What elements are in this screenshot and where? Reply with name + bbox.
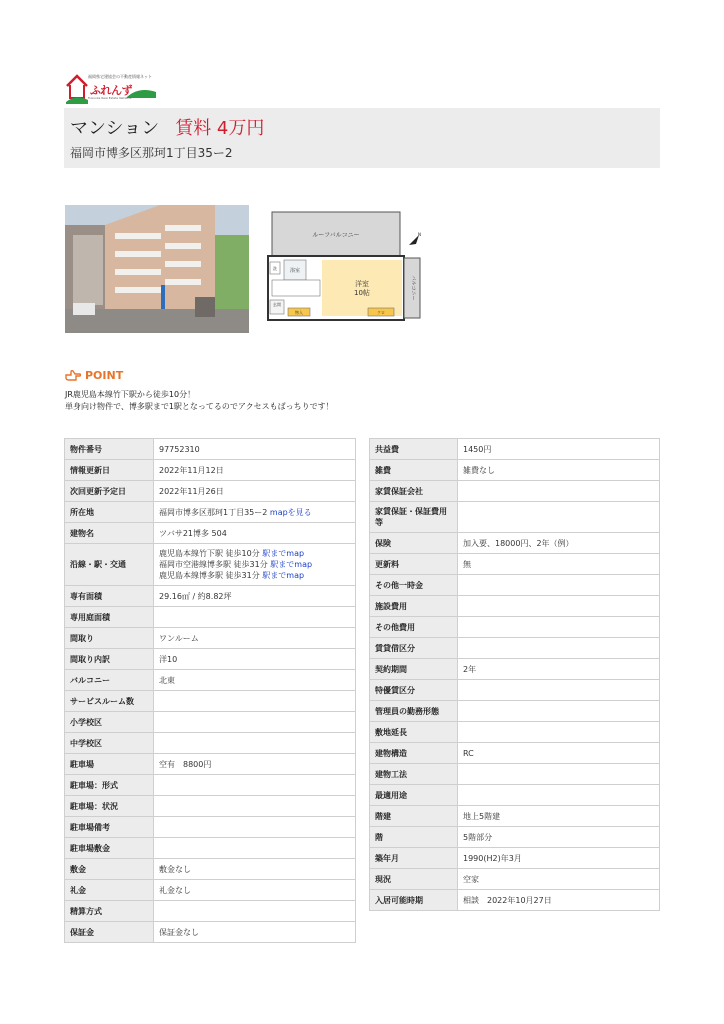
field-value xyxy=(458,554,660,575)
north-arrow-icon xyxy=(409,232,421,245)
field-value xyxy=(458,848,660,869)
logo-name: ふれんず xyxy=(90,84,132,97)
table-row xyxy=(65,502,356,523)
floorplan-wash-label: 洗 xyxy=(273,266,277,271)
point-line-1: JR鹿児島本線竹下駅から徒歩10分！ xyxy=(65,390,196,399)
logo-tagline: 福岡県宅建協会の不動産情報ネット xyxy=(88,74,152,79)
point-title: POINT xyxy=(85,369,124,382)
field-value xyxy=(154,901,356,922)
field-label: 沿線・駅・交通 xyxy=(65,544,154,586)
map-link[interactable]: mapを見る xyxy=(269,507,312,517)
field-value xyxy=(154,922,356,943)
table-row xyxy=(370,575,660,596)
table-row xyxy=(65,754,356,775)
field-label: 施設費用 xyxy=(370,596,458,617)
field-value-text: 29.16㎡ / 約8.82坪 xyxy=(159,591,232,601)
field-value-text: 福岡市博多区那珂1丁目35ー2 xyxy=(159,507,268,517)
field-value xyxy=(154,775,356,796)
table-row xyxy=(65,922,356,943)
field-value-text: 加入要、18000円、2年（例） xyxy=(463,538,574,548)
field-value-text: 空家 xyxy=(463,874,479,884)
field-value xyxy=(154,796,356,817)
floorplan-storage-label: 物入 xyxy=(295,310,303,315)
field-value xyxy=(154,754,356,775)
field-label: 駐車場敷金 xyxy=(65,838,154,859)
field-label: 間取り xyxy=(65,628,154,649)
field-value xyxy=(458,827,660,848)
station-map-link[interactable]: 駅までmap xyxy=(270,560,313,569)
table-row xyxy=(370,460,660,481)
field-label: その他一時金 xyxy=(370,575,458,596)
field-label: 共益費 xyxy=(370,439,458,460)
access-text: 鹿児島本線竹下駅 徒歩10分 xyxy=(159,549,260,558)
field-value xyxy=(458,617,660,638)
field-value xyxy=(154,649,356,670)
field-label: 次回更新予定日 xyxy=(65,481,154,502)
field-label: 小学校区 xyxy=(65,712,154,733)
field-value xyxy=(458,785,660,806)
field-value-text: 空有 8800円 xyxy=(159,759,212,769)
field-value xyxy=(458,764,660,785)
field-label: 管理員の勤務形態 xyxy=(370,701,458,722)
field-value-text: 無 xyxy=(463,559,471,569)
field-value xyxy=(154,670,356,691)
field-value xyxy=(154,586,356,607)
table-row xyxy=(370,806,660,827)
field-value-text: 2022年11月26日 xyxy=(159,486,224,496)
access-line xyxy=(159,559,350,570)
table-row xyxy=(65,817,356,838)
field-value-text: 雑費なし xyxy=(463,465,495,475)
field-value-text: RC xyxy=(463,748,474,758)
table-row xyxy=(370,785,660,806)
field-label: 情報更新日 xyxy=(65,460,154,481)
field-label: 階建 xyxy=(370,806,458,827)
table-row xyxy=(370,659,660,680)
table-row xyxy=(370,554,660,575)
field-label: 中学校区 xyxy=(65,733,154,754)
field-label: 更新料 xyxy=(370,554,458,575)
field-label: 礼金 xyxy=(65,880,154,901)
floorplan-roof-balcony-label: ルーフバルコニー xyxy=(312,232,360,239)
field-label: 最適用途 xyxy=(370,785,458,806)
field-value-text: 保証金なし xyxy=(159,927,199,937)
point-description xyxy=(65,389,334,413)
field-label: 駐車場備考 xyxy=(65,817,154,838)
field-value-text: 敷金なし xyxy=(159,864,191,874)
field-label: 敷地延長 xyxy=(370,722,458,743)
field-value-text: 相談 2022年10月27日 xyxy=(463,895,552,905)
field-value-text: 5階部分 xyxy=(463,832,493,842)
field-value xyxy=(458,481,660,502)
access-line xyxy=(159,570,350,581)
field-value xyxy=(154,460,356,481)
field-value xyxy=(154,691,356,712)
field-value-text: 北東 xyxy=(159,675,175,685)
field-label: 駐車場：状況 xyxy=(65,796,154,817)
field-label: 特優賃区分 xyxy=(370,680,458,701)
floorplan-closet-label: クロ xyxy=(377,310,385,315)
table-row xyxy=(370,596,660,617)
table-row xyxy=(65,481,356,502)
access-text: 福岡市空港線博多駅 徒歩31分 xyxy=(159,560,268,569)
table-row xyxy=(65,838,356,859)
field-label: 建物名 xyxy=(65,523,154,544)
floor-plan xyxy=(264,208,424,326)
field-label: 敷金 xyxy=(65,859,154,880)
table-row xyxy=(65,586,356,607)
field-value xyxy=(458,722,660,743)
field-value-text: 2022年11月12日 xyxy=(159,465,224,475)
table-row xyxy=(370,502,660,533)
point-heading xyxy=(65,369,123,382)
field-value-text: 97752310 xyxy=(159,444,200,454)
field-value xyxy=(154,628,356,649)
field-value xyxy=(154,733,356,754)
field-label: 家賃保証・保証費用等 xyxy=(370,502,458,533)
table-row xyxy=(65,523,356,544)
field-label: 駐車場 xyxy=(65,754,154,775)
table-row xyxy=(370,890,660,911)
table-row xyxy=(65,649,356,670)
field-label: 建物工法 xyxy=(370,764,458,785)
table-row xyxy=(65,460,356,481)
table-row xyxy=(65,880,356,901)
pointing-hand-icon xyxy=(65,370,81,381)
table-row xyxy=(370,617,660,638)
field-value xyxy=(458,638,660,659)
table-row xyxy=(370,439,660,460)
field-value-text: 礼金なし xyxy=(159,885,191,895)
field-label: 家賃保証会社 xyxy=(370,481,458,502)
field-value xyxy=(458,743,660,764)
field-label: バルコニー xyxy=(65,670,154,691)
property-type: マンション xyxy=(70,118,160,139)
field-value xyxy=(458,701,660,722)
field-value xyxy=(154,607,356,628)
table-row xyxy=(65,670,356,691)
table-row xyxy=(370,680,660,701)
table-row xyxy=(65,775,356,796)
table-row xyxy=(370,481,660,502)
property-address: 福岡市博多区那珂1丁目35ー2 xyxy=(70,146,233,160)
field-value xyxy=(154,859,356,880)
field-value-text: ワンルーム xyxy=(159,633,199,643)
table-row xyxy=(370,722,660,743)
property-details-table-left xyxy=(64,438,356,943)
access-text: 鹿児島本線博多駅 徒歩31分 xyxy=(159,571,260,580)
building-photo xyxy=(65,205,249,333)
property-header xyxy=(64,108,660,168)
field-value xyxy=(458,869,660,890)
field-value xyxy=(458,680,660,701)
field-label: 入居可能時期 xyxy=(370,890,458,911)
field-value xyxy=(458,659,660,680)
field-value xyxy=(154,880,356,901)
floorplan-bath-label: 浴室 xyxy=(289,268,301,274)
station-map-link[interactable]: 駅までmap xyxy=(262,549,305,558)
table-row xyxy=(370,638,660,659)
table-row xyxy=(370,533,660,554)
field-value-text: 洋10 xyxy=(159,654,178,664)
field-label: 現況 xyxy=(370,869,458,890)
field-value-text: 2年 xyxy=(463,664,477,674)
field-value xyxy=(154,712,356,733)
field-label: 建物構造 xyxy=(370,743,458,764)
field-label: 賃貸借区分 xyxy=(370,638,458,659)
field-value xyxy=(154,817,356,838)
field-label: 専有面積 xyxy=(65,586,154,607)
property-details-table-right xyxy=(369,438,660,911)
field-value xyxy=(154,481,356,502)
access-line xyxy=(159,548,350,559)
field-label: 物件番号 xyxy=(65,439,154,460)
table-row xyxy=(65,712,356,733)
site-logo xyxy=(66,72,156,104)
table-row xyxy=(65,901,356,922)
field-value xyxy=(458,806,660,827)
field-value xyxy=(458,439,660,460)
table-row xyxy=(65,544,356,586)
table-row xyxy=(370,827,660,848)
table-row xyxy=(370,764,660,785)
house-logo-icon xyxy=(66,72,88,104)
field-value-text: ツバサ21博多 504 xyxy=(159,528,227,538)
station-map-link[interactable]: 駅までmap xyxy=(262,571,305,580)
table-row xyxy=(370,701,660,722)
table-row xyxy=(370,743,660,764)
field-label: 契約期間 xyxy=(370,659,458,680)
table-row xyxy=(370,869,660,890)
field-value xyxy=(458,533,660,554)
field-label: その他費用 xyxy=(370,617,458,638)
floorplan-room-label: 洋室 xyxy=(355,280,369,288)
floorplan-north-label: N xyxy=(418,232,421,237)
field-value xyxy=(458,575,660,596)
floorplan-room-size: 10帖 xyxy=(354,289,370,297)
field-value xyxy=(458,460,660,481)
floorplan-balcony-label: バルコニー xyxy=(410,275,416,301)
field-value-text: 1450円 xyxy=(463,444,492,454)
field-label: 保険 xyxy=(370,533,458,554)
field-label: 雑費 xyxy=(370,460,458,481)
field-value xyxy=(154,502,356,523)
table-row xyxy=(65,859,356,880)
field-value-text: 地上5階建 xyxy=(463,811,501,821)
table-row xyxy=(65,796,356,817)
field-value xyxy=(154,523,356,544)
field-label: 保証金 xyxy=(65,922,154,943)
field-value xyxy=(458,596,660,617)
field-value xyxy=(458,890,660,911)
floorplan-entrance-label: 玄関 xyxy=(273,302,281,307)
field-label: 間取り内訳 xyxy=(65,649,154,670)
field-label: 精算方式 xyxy=(65,901,154,922)
page-title xyxy=(70,114,264,140)
table-row xyxy=(370,848,660,869)
point-line-2: 単身向け物件で、博多駅まで1駅となってるのでアクセスもばっちりです！ xyxy=(65,402,334,411)
field-label: 駐車場：形式 xyxy=(65,775,154,796)
field-label: 専用庭面積 xyxy=(65,607,154,628)
field-value xyxy=(458,502,660,533)
field-label: サービスルーム数 xyxy=(65,691,154,712)
table-row xyxy=(65,691,356,712)
field-label: 所在地 xyxy=(65,502,154,523)
field-label: 階 xyxy=(370,827,458,848)
field-value xyxy=(154,838,356,859)
field-label: 築年月 xyxy=(370,848,458,869)
table-row xyxy=(65,439,356,460)
rent-price: 賃料 4万円 xyxy=(175,118,265,139)
table-row xyxy=(65,628,356,649)
logo-subtitle: Fukuoka Real Estate Network xyxy=(88,96,132,100)
table-row xyxy=(65,733,356,754)
table-row xyxy=(65,607,356,628)
field-value xyxy=(154,544,356,586)
field-value xyxy=(154,439,356,460)
field-value-text: 1990(H2)年3月 xyxy=(463,853,522,863)
